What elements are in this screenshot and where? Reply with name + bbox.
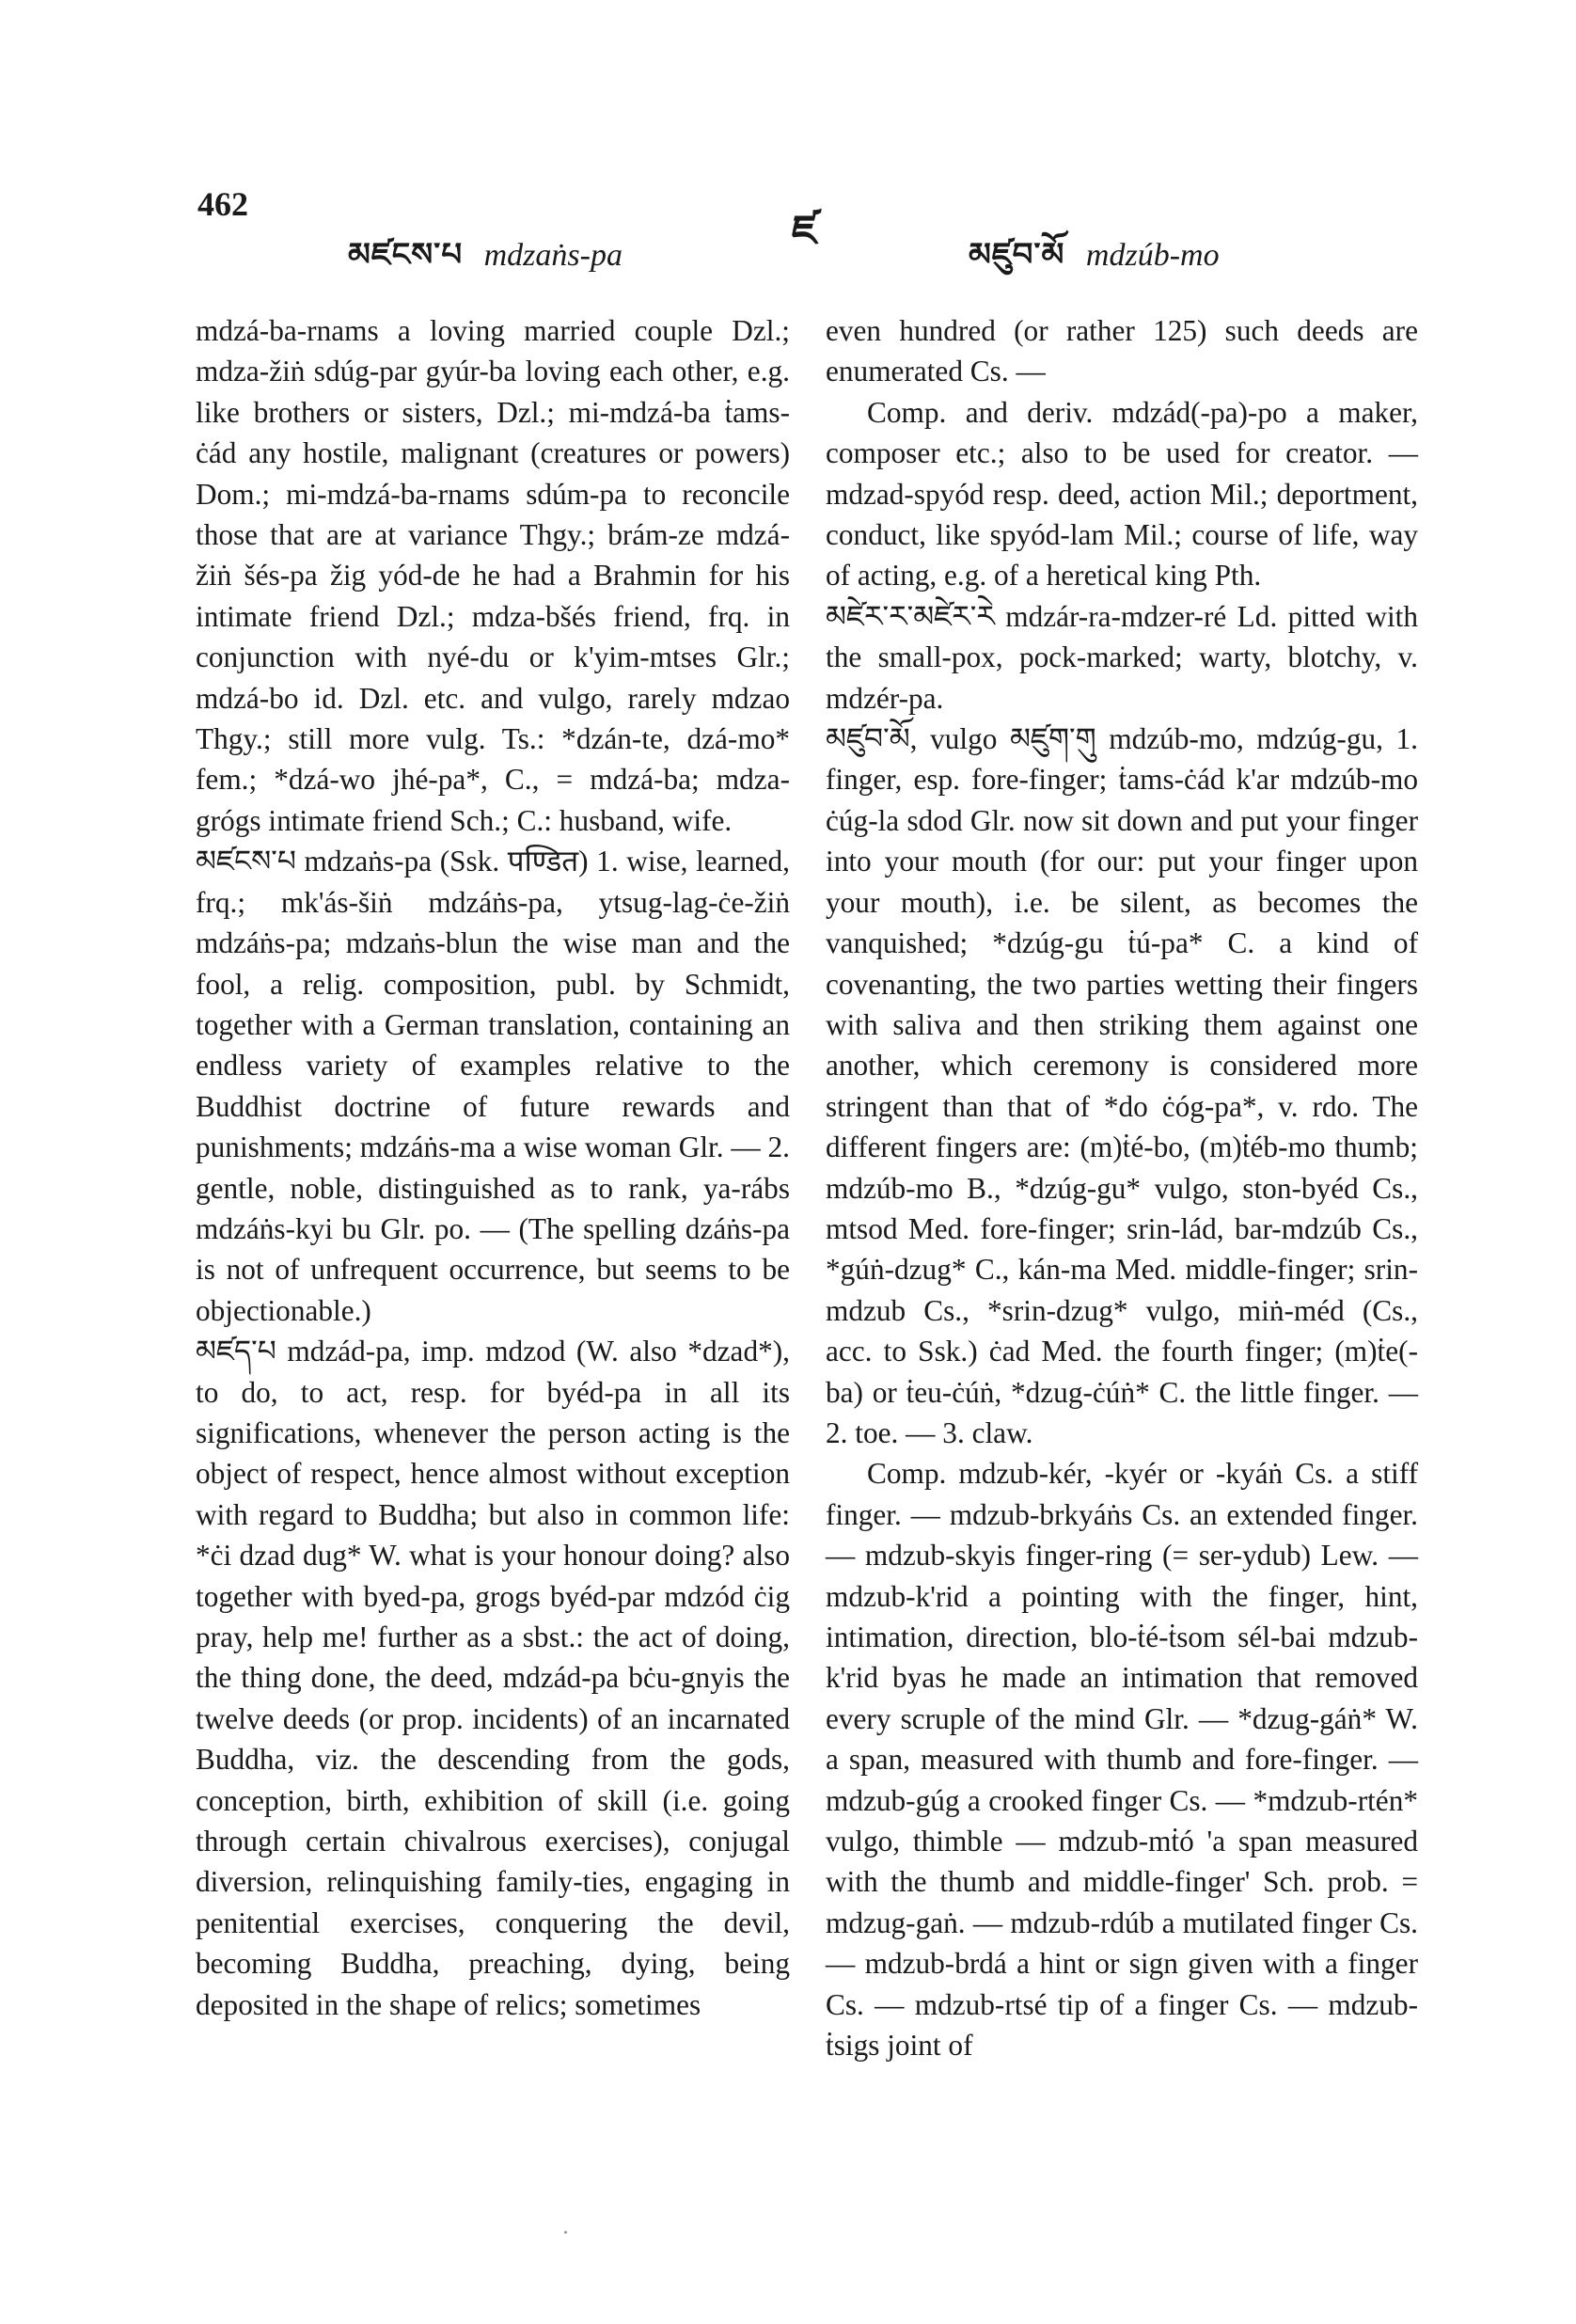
entry-mdzans-pa: མཛངས་པ mdzaṅs-pa (Ssk. पण्डित) 1. wise, learned, frq.; mk'ás-šiṅ mdzáṅs-pa, ytsug-lag-ċe-žiṅ mdzáṅs-pa; mdzaṅs-blun the wise man and the fool, a relig. composition, publ. by Schmidt, together with a German translation, containing an endless variety of examples relative to the Buddhist doctrine of future rewards and punishments; mdzáṅs-ma a wise woman Glr. — 2. gentle, noble, distinguished as to rank, ya-rábs mdzáṅs-kyi bu Glr. po. — (The spelling dzáṅs-pa is not of unfrequent occurrence, but seems to be objectionable.) — [196, 845, 790, 1327]
right-entry-continuation: even hundred (or rather 125) such deeds are enumerated Cs. — — [826, 314, 1418, 388]
right-running-headword — [969, 218, 1220, 308]
entry-mdzub-mo: མཛུབ་མོ, vulgo མཛུག་གུ mdzúb-mo, mdzúg-gu, 1. finger, esp. fore-finger; ṫams-ċád k'ar mdzúb-mo ċúg-la sdod Glr. now sit down and put your finger into your mouth (for our: put your finger upon your mouth), i.e. be silent, as becomes the vanquished; *dzúg-gu ṫú-pa* C. a kind of covenanting, the two parties wetting their fingers with saliva and then striking them against one another, which ceremony is considered more stringent than that of *do ċóg-pa*, v. rdo. The different fingers are: (m)ṫé-bo, (m)ṫéb-mo thumb; mdzúb-mo B., *dzúg-gu* vulgo, ston-byéd Cs., mtsod Med. fore-finger; srin-lád, bar-mdzúb Cs., *gúṅ-dzug* C., kán-ma Med. middle-finger; srin-mdzub Cs., *srin-dzug* vulgo, miṅ-méd (Cs., acc. to Ssk.) ċad Med. the fourth finger; (m)ṫe(-ba) or ṫeu-ċúṅ, *dzug-ċúṅ* C. the little finger. — 2. toe. — 3. claw. — [826, 722, 1418, 1449]
right-column — [826, 310, 1418, 2065]
section-letter: ཛ — [792, 207, 817, 255]
entry-mdzad-pa: མཛད་པ mdzád-pa, imp. mdzod (W. also *dzad*), to do, to act, resp. for byéd-pa in all its significations, whenever the person acting is the object of respect, hence almost without exception with regard to Buddha; but also in common life: *ċi dzad dug* W. what is your honour doing? also together with byed-pa, grogs byéd-par mdzód ċig pray, help me! further as a sbst.: the act of doing, the thing done, the deed, mdzád-pa bċu-gnyis the twelve deeds (or prop. incidents) of an incarnated Buddha, viz. the descending from the gods, conception, birth, exhibition of skill (i.e. going through certain chivalrous exercises), conjugal diversion, relinquishing family-ties, engaging in penitential exercises, conquering the devil, becoming Buddha, preaching, dying, being deposited in the shape of relics; sometimes — [196, 1335, 790, 2021]
entry-mdzar-ra: མཛེར་ར་མཛེར་རེ mdzár-ra-mdzer-ré Ld. pitted with the small-pox, pock-marked; warty, blotchy, v. mdzér-pa. — [826, 599, 1418, 715]
left-column — [196, 310, 790, 2025]
left-headword-tibetan: མཛངས་པ — [348, 238, 464, 273]
right-headword-text: mdzúb-mo — [1085, 238, 1220, 273]
left-headword-text: mdzaṅs-pa — [483, 238, 623, 273]
left-running-headword — [348, 218, 623, 308]
comp-mdzub: Comp. mdzub-kér, -kyér or -kyáṅ Cs. a stiff finger. — mdzub-brkyáṅs Cs. an extended finger. — mdzub-skyis finger-ring (= ser-ydub) Lew. — mdzub-k'rid a pointing with the finger, hint, intimation, direction, blo-ṫé-ṫsom sél-bai mdzub-k'rid byas he made an intimation that removed every scruple of the mind Glr. — *dzug-gáṅ* W. a span, measured with thumb and fore-finger. — mdzub-gúg a crooked finger Cs. — *mdzub-rtén* vulgo, thimble — mdzub-mṫó 'a span measured with the thumb and middle-finger' Sch. prob. = mdzug-gaṅ. — mdzub-rdúb a mutilated finger Cs. — mdzub-brdá a hint or sign given with a finger Cs. — mdzub-rtsé tip of a finger Cs. — mdzub-ṫsigs joint of — [826, 1457, 1418, 2063]
print-speck — [564, 2231, 567, 2234]
right-headword-tibetan: མཛུབ་མོ — [969, 238, 1065, 273]
left-entry-continuation: mdzá-ba-rnams a loving married couple Dzl.; mdza-žiṅ sdúg-par gyúr-ba loving each other, e.g. like brothers or sisters, Dzl.; mi-mdzá-ba ṫams-ċád any hostile, malignant (creatures or powers) Dom.; mi-mdzá-ba-rnams sdúm-pa to reconcile those that are at variance Thgy.; brám-ze mdzá-žiṅ šés-pa žig yód-de he had a Brahmin for his intimate friend Dzl.; mdza-bšés friend, frq. in conjunction with nyé-du or k'yim-mtses Glr.; mdzá-bo id. Dzl. etc. and vulgo, rarely mdzao Thgy.; still more vulg. Ts.: *dzán-te, dzá-mo* fem.; *dzá-wo jhé-pa*, C., = mdzá-ba; mdza-grógs intimate friend Sch.; C.: husband, wife. — [196, 314, 790, 837]
comp-and-deriv: Comp. and deriv. mdzád(-pa)-po a maker, composer etc.; also to be used for creator. — mdzad-spyód resp. deed, action Mil.; deportment, conduct, like spyód-lam Mil.; course of life, way of acting, e.g. of a heretical king Pth. — [826, 395, 1418, 593]
page-number: 462 — [197, 185, 248, 223]
